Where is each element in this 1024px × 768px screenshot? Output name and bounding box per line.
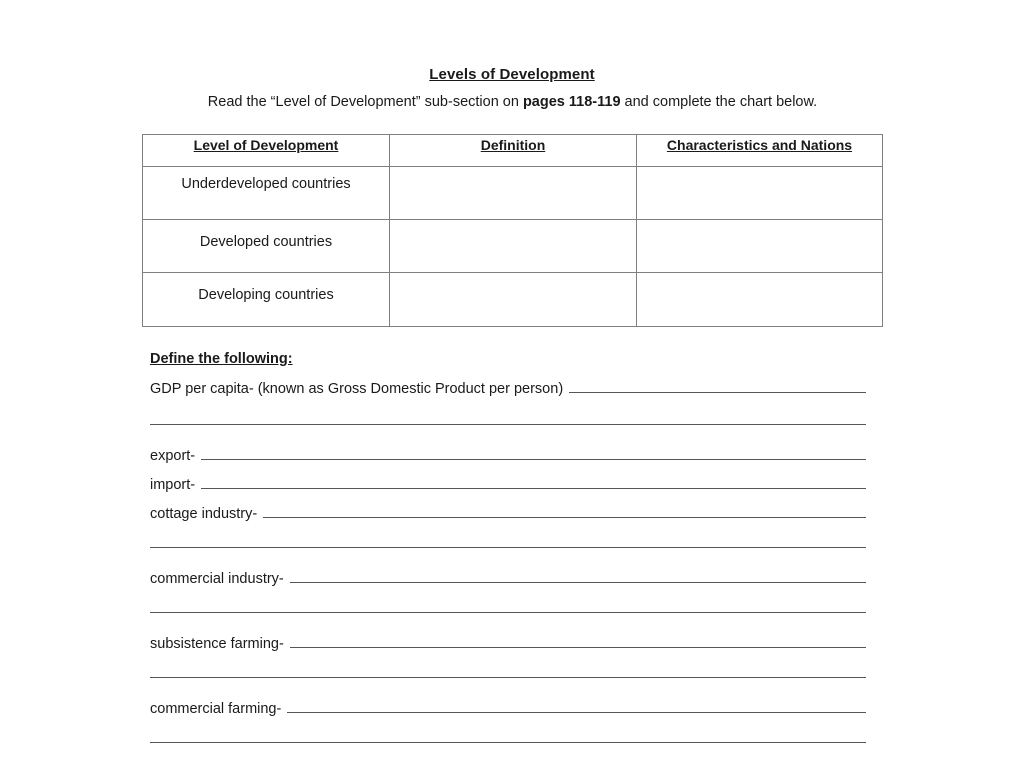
table-header-row bbox=[143, 135, 883, 167]
define-spacer bbox=[150, 589, 866, 611]
row-characteristics-underdeveloped-text bbox=[637, 167, 882, 180]
row-definition-developing-text bbox=[390, 273, 636, 286]
define-section-list bbox=[150, 378, 866, 743]
row-definition-underdeveloped[interactable] bbox=[390, 167, 637, 220]
define-continuation-line-gdp-per-capita[interactable] bbox=[150, 423, 866, 425]
row-characteristics-developing[interactable] bbox=[637, 273, 883, 327]
define-continuation-line-cottage-industry[interactable] bbox=[150, 546, 866, 548]
define-label-subsistence-farming: subsistence farming- bbox=[150, 636, 284, 652]
define-item-commercial-industry bbox=[150, 568, 866, 613]
define-section-heading: Define the following: bbox=[150, 351, 293, 367]
define-continuation-line-subsistence-farming[interactable] bbox=[150, 676, 866, 678]
define-spacer bbox=[150, 654, 866, 676]
table-header-level-label: Level of Development bbox=[193, 137, 339, 153]
define-spacer bbox=[150, 524, 866, 546]
define-item-export bbox=[150, 445, 866, 464]
page-title: Levels of Development bbox=[429, 66, 595, 83]
row-characteristics-developed-text bbox=[637, 220, 882, 233]
table-header-characteristics-label: Characteristics and Nations bbox=[666, 137, 853, 153]
define-label-commercial-industry: commercial industry- bbox=[150, 571, 284, 587]
row-label-developed bbox=[143, 220, 390, 273]
row-definition-developed[interactable] bbox=[390, 220, 637, 273]
levels-of-development-table bbox=[142, 134, 883, 327]
table-header-definition bbox=[390, 135, 637, 167]
table-header-characteristics bbox=[637, 135, 883, 167]
instructions-text-part2: and complete the chart below. bbox=[620, 94, 818, 110]
row-label-developing bbox=[143, 273, 390, 327]
define-answer-import[interactable] bbox=[201, 474, 866, 489]
row-definition-underdeveloped-text bbox=[390, 167, 636, 180]
table-row bbox=[143, 167, 883, 220]
row-definition-developing[interactable] bbox=[390, 273, 637, 327]
row-characteristics-developing-text bbox=[637, 273, 882, 286]
table-header-definition-label: Definition bbox=[480, 137, 546, 153]
instructions-text-part1: Read the “Level of Development” sub-section on bbox=[207, 94, 523, 110]
define-label-import: import- bbox=[150, 477, 196, 493]
table-row bbox=[143, 273, 883, 327]
define-answer-export[interactable] bbox=[201, 445, 866, 460]
row-definition-developed-text bbox=[390, 220, 636, 233]
define-answer-subsistence-farming[interactable] bbox=[290, 633, 866, 648]
table-row bbox=[143, 220, 883, 273]
table-header-level bbox=[143, 135, 390, 167]
define-label-gdp-per-capita: GDP per capita- (known as Gross Domestic Product per person) bbox=[150, 381, 564, 397]
define-answer-gdp-per-capita[interactable] bbox=[569, 378, 866, 393]
row-label-developing-text: Developing countries bbox=[198, 287, 334, 303]
define-item-subsistence-farming bbox=[150, 633, 866, 678]
define-item-import bbox=[150, 474, 866, 493]
row-label-developed-text: Developed countries bbox=[199, 234, 333, 250]
define-answer-commercial-farming[interactable] bbox=[287, 698, 866, 713]
instructions-pages-bold: pages 118-119 bbox=[522, 94, 621, 110]
row-label-underdeveloped bbox=[143, 167, 390, 220]
row-label-underdeveloped-text: Underdeveloped countries bbox=[181, 176, 351, 192]
define-answer-commercial-industry[interactable] bbox=[290, 568, 866, 583]
define-label-cottage-industry: cottage industry- bbox=[150, 506, 258, 522]
define-continuation-line-commercial-industry[interactable] bbox=[150, 611, 866, 613]
define-item-commercial-farming bbox=[150, 698, 866, 743]
define-item-gdp-per-capita bbox=[150, 378, 866, 425]
define-spacer bbox=[150, 400, 866, 423]
define-spacer bbox=[150, 719, 866, 741]
define-item-cottage-industry bbox=[150, 503, 866, 548]
define-answer-cottage-industry[interactable] bbox=[263, 503, 866, 518]
row-characteristics-underdeveloped[interactable] bbox=[637, 167, 883, 220]
row-characteristics-developed[interactable] bbox=[637, 220, 883, 273]
define-label-export: export- bbox=[150, 448, 196, 464]
instructions-paragraph bbox=[150, 92, 875, 113]
define-label-commercial-farming: commercial farming- bbox=[150, 701, 282, 717]
define-continuation-line-commercial-farming[interactable] bbox=[150, 741, 866, 743]
